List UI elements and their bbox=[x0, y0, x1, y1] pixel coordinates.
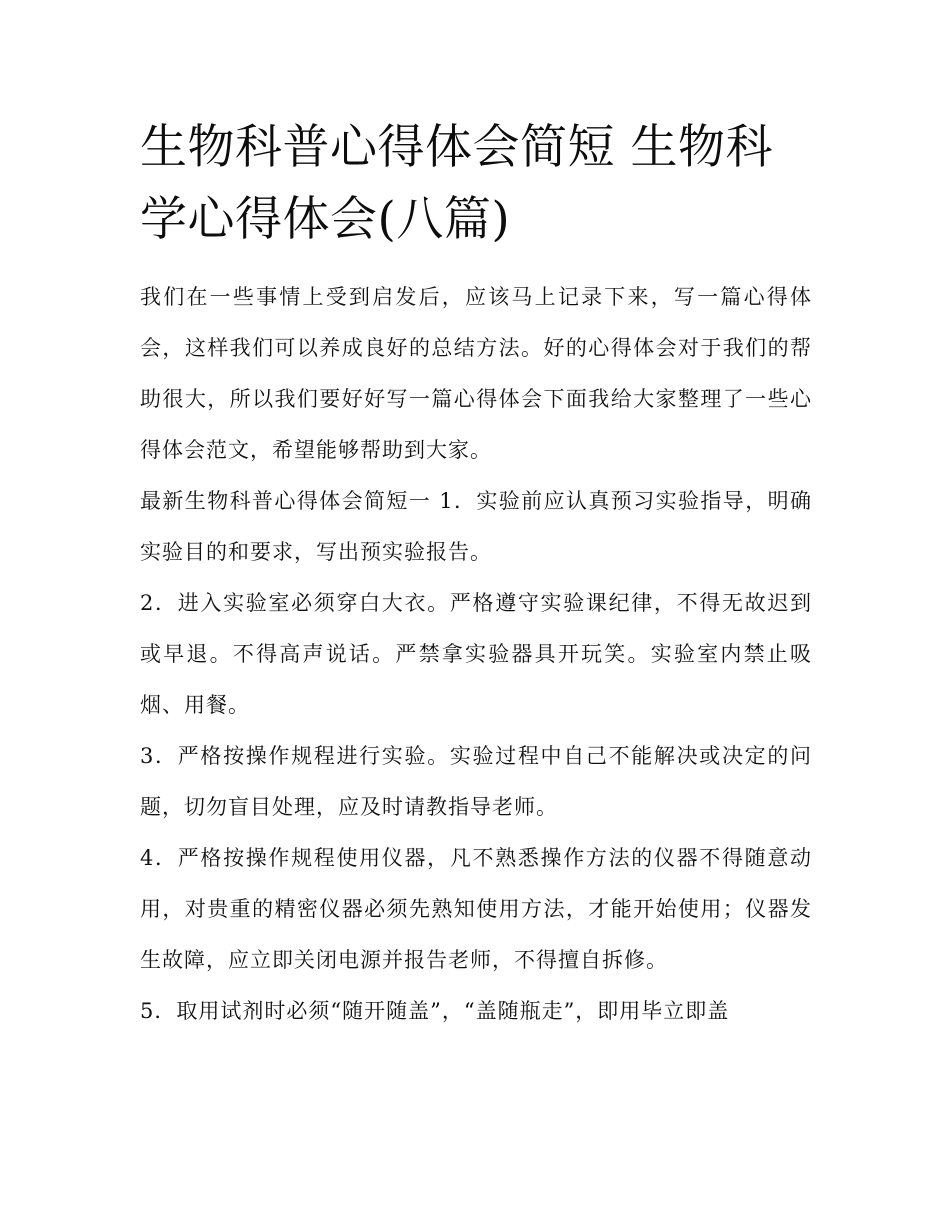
paragraph-item-4: 4．严格按操作规程使用仪器，凡不熟悉操作方法的仪器不得随意动用，对贵重的精密仪器必须先熟知使用方法，才能开始使用；仪器发生故障，应立即关闭电源并报告老师，不得擅自拆修。 bbox=[140, 846, 812, 972]
paragraph-item-2: 2．进入实验室必须穿白大衣。严格遵守实验课纪律，不得无故迟到或早退。不得高声说话。严禁拿实验器具开玩笑。实验室内禁止吸烟、用餐。 bbox=[140, 591, 812, 717]
paragraph-item-1: 最新生物科普心得体会简短一 1．实验前应认真预习实验指导，明确实验目的和要求，写出预实验报告。 bbox=[140, 489, 812, 564]
paragraph-item-5: 5．取用试剂时必须“随开随盖”，“盖随瓶走”，即用毕立即盖 bbox=[140, 999, 730, 1023]
paragraph-item-3: 3．严格按操作规程进行实验。实验过程中自己不能解决或决定的问题，切勿盲目处理，应及时请教指导老师。 bbox=[140, 744, 812, 819]
document-content bbox=[140, 112, 812, 1037]
intro-paragraph: 我们在一些事情上受到启发后，应该马上记录下来，写一篇心得体会，这样我们可以养成良好的总结方法。好的心得体会对于我们的帮助很大，所以我们要好好写一篇心得体会下面我给大家整理了一些心得体会范文，希望能够帮助到大家。 bbox=[140, 285, 812, 462]
document-title: 生物科普心得体会简短 生物科学心得体会(八篇) bbox=[140, 120, 773, 247]
